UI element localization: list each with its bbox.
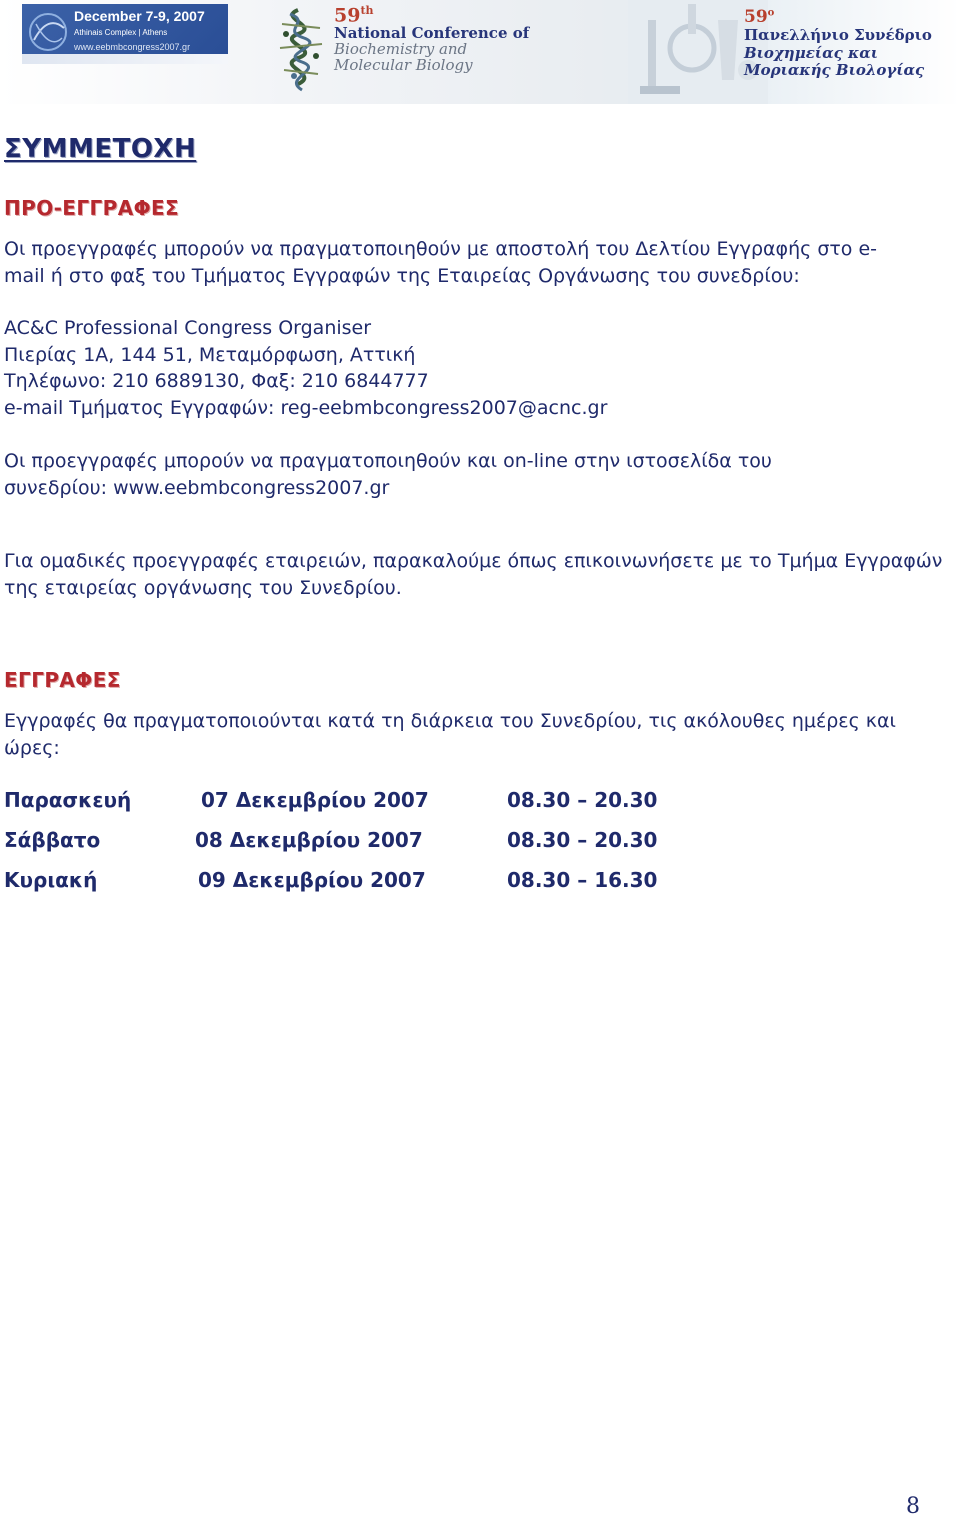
- schedule-date: 08 Δεκεμβρίου 2007: [195, 828, 423, 852]
- page-title: ΣΥΜΜΕΤΟΧΗ: [4, 134, 197, 164]
- date-box: [22, 4, 228, 54]
- page-number: 8: [906, 1494, 920, 1519]
- conf-number-value: 59: [334, 4, 361, 27]
- group-line: Για ομαδικές προεγγραφές εταιρειών, παρακαλούμε όπως επικοινωνήσετε με το Τμήμα Εγγραφών: [4, 550, 943, 572]
- schedule-hours: 08.30 – 20.30: [507, 788, 658, 812]
- schedule-hours: 08.30 – 20.30: [507, 828, 658, 852]
- online-line-url[interactable]: συνεδρίου: www.eebmbcongress2007.gr: [4, 476, 390, 499]
- gr-title-line3: Μοριακής Βιολογίας: [744, 61, 925, 80]
- gr-title-line1: Πανελλήνιο Συνέδριο: [744, 26, 932, 45]
- banner-band: [22, 54, 228, 64]
- organiser-contact-block: [4, 315, 954, 421]
- gr-title-line2: Βιοχημείας και: [744, 43, 879, 62]
- gr-number-value: 59: [744, 7, 768, 27]
- group-registration-text: [4, 548, 954, 601]
- registration-intro-line: Εγγραφές θα πραγματοποιούνται κατά τη διάρκεια του Συνεδρίου, τις ακόλουθες ημέρες και: [4, 710, 896, 732]
- schedule-date: 07 Δεκεμβρίου 2007: [201, 788, 429, 812]
- conf-title-line3: Molecular Biology: [334, 55, 473, 74]
- schedule-row: [4, 828, 704, 858]
- conference-number: [334, 5, 529, 26]
- gr-conference-number: [744, 7, 932, 27]
- conference-title-gr: [744, 7, 932, 80]
- intro-line: mail ή στο φαξ του Τμήματος Εγγραφών της Εταιρείας Οργάνωσης του συνεδρίου:: [4, 264, 800, 287]
- protein-structure-icon: [268, 4, 334, 94]
- schedule-day: Κυριακή: [4, 868, 98, 892]
- organiser-phone-fax: Τηλέφωνο: 210 6889130, Φαξ: 210 6844777: [4, 370, 429, 392]
- organiser-address: Πιερίας 1Α, 144 51, Μεταμόρφωση, Αττική: [4, 343, 416, 366]
- registration-intro-line: ώρες:: [4, 736, 60, 759]
- header-banner: [0, 0, 960, 104]
- pre-registration-intro: [4, 236, 954, 289]
- schedule-row: [4, 788, 704, 818]
- conference-title-en: [334, 5, 529, 74]
- event-dates: December 7-9, 2007: [74, 8, 205, 24]
- schedule-day: Σάββατο: [4, 828, 101, 852]
- schedule-date: 09 Δεκεμβρίου 2007: [198, 868, 426, 892]
- gr-number-suffix: ο: [767, 7, 775, 19]
- pre-registration-heading: ΠΡΟ-ΕΓΓΡΑΦΕΣ: [4, 196, 180, 220]
- swirl-logo: [26, 10, 70, 54]
- online-registration-text: [4, 448, 954, 501]
- organiser-name: AC&C Professional Congress Organiser: [4, 317, 372, 339]
- intro-line: Οι προεγγραφές μπορούν να πραγματοποιηθούν με αποστολή του Δελτίου Εγγραφής στο e-: [4, 238, 878, 260]
- event-venue: Athinais Complex | Athens: [74, 28, 168, 37]
- event-url[interactable]: www.eebmbcongress2007.gr: [74, 42, 191, 52]
- organiser-email[interactable]: e-mail Τμήματος Εγγραφών: reg-eebmbcongress2007@acnc.gr: [4, 396, 608, 419]
- conf-number-suffix: th: [360, 4, 374, 17]
- schedule-hours: 08.30 – 16.30: [507, 868, 658, 892]
- conf-title-line1: National Conference of: [334, 24, 530, 43]
- online-line: Οι προεγγραφές μπορούν να πραγματοποιηθούν και on-line στην ιστοσελίδα του: [4, 450, 772, 472]
- group-line: της εταιρείας οργάνωσης του Συνεδρίου.: [4, 576, 402, 599]
- conf-title-line2: Biochemistry and: [334, 40, 468, 59]
- registration-heading: ΕΓΓΡΑΦΕΣ: [4, 668, 121, 692]
- schedule-day: Παρασκευή: [4, 788, 132, 812]
- registration-intro: [4, 708, 954, 761]
- schedule-row: [4, 868, 704, 898]
